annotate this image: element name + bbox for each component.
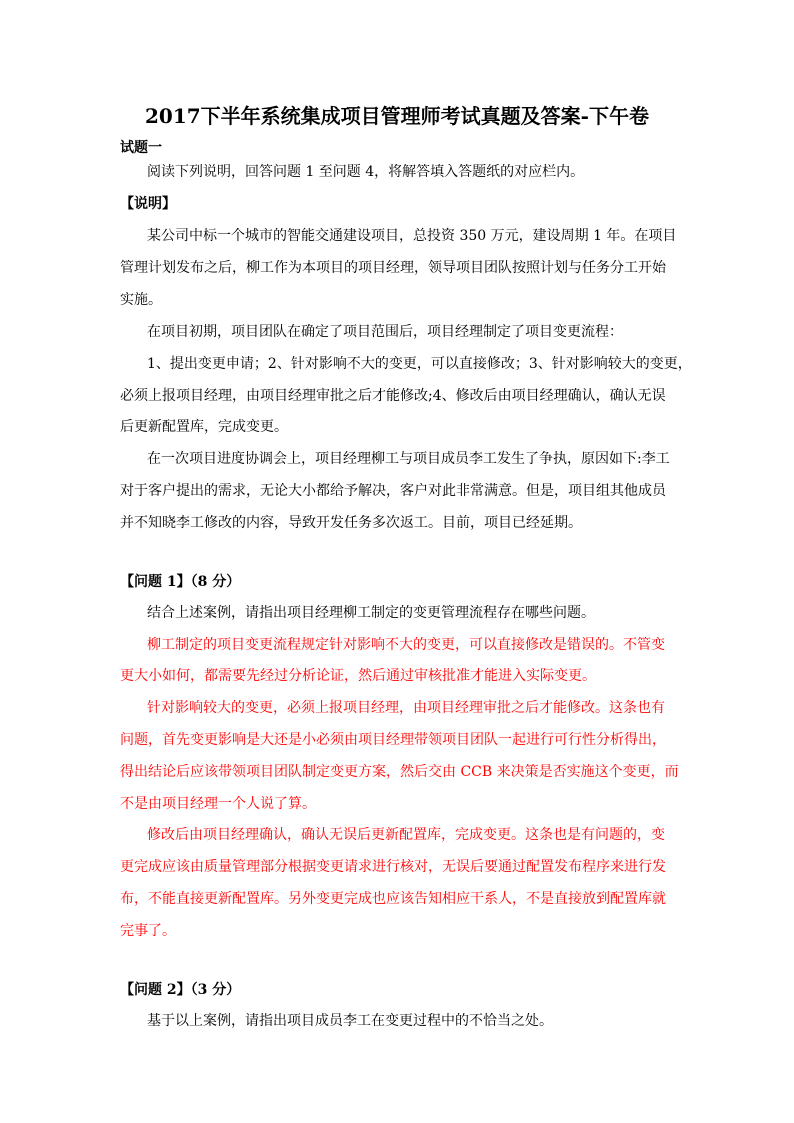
intro-text: 阅读下列说明，回答问题 1 至问题 4，将解答填入答题纸的对应栏内。 [147, 164, 585, 180]
question-2-text: 基于以上案例，请指出项目成员李工在变更过程中的不恰当之处。 [147, 1013, 553, 1029]
answer-1-line: 修改后由项目经理确认，确认无误后更新配置库，完成变更。这条也是有问题的，变 [147, 827, 665, 843]
question-1-score: （8 分） [190, 574, 241, 590]
explain-line: 管理计划发布之后，柳工作为本项目的项目经理，领导项目团队按照计划与任务分工开始 [120, 260, 666, 276]
explain-line: 实施。 [120, 292, 162, 308]
document-title: 2017下半年系统集成项目管理师考试真题及答案-下午卷 [145, 104, 649, 128]
answer-1-line: 问题，首先变更影响是大还是小必须由项目经理带领项目团队一起进行可行性分析得出， [120, 732, 666, 748]
explain-line: 某公司中标一个城市的智能交通建设项目，总投资 350 万元，建设周期 1 年。在项目 [147, 228, 677, 244]
question-2-label: 【问题 2】 [120, 982, 191, 998]
explain-line: 1、提出变更申请；2、针对影响不大的变更，可以直接修改；3、针对影响较大的变更， [147, 356, 692, 372]
question-2-heading [120, 980, 680, 1000]
question-1-text: 结合上述案例，请指出项目经理柳工制定的变更管理流程存在哪些问题。 [147, 605, 595, 621]
explain-line: 必须上报项目经理，由项目经理审批之后才能修改;4、修改后由项目经理确认，确认无误 [120, 388, 666, 404]
explain-line: 在一次项目进度协调会上，项目经理柳工与项目成员李工发生了争执，原因如下:李工 [147, 451, 670, 467]
question-1-heading [120, 572, 680, 592]
answer-1-line: 不是由项目经理一个人说了算。 [120, 796, 316, 812]
explain-heading: 【说明】 [120, 196, 176, 212]
answer-1-line: 更大小如何，都需要先经过分析论证，然后通过审核批准才能进入实际变更。 [120, 668, 596, 684]
explain-line: 对于客户提出的需求，无论大小都给予解决，客户对此非常满意。但是，项目组其他成员 [120, 483, 666, 499]
explain-line: 并不知晓李工修改的内容，导致开发任务多次返工。目前，项目已经延期。 [120, 515, 582, 531]
explain-line: 在项目初期，项目团队在确定了项目范围后，项目经理制定了项目变更流程： [147, 324, 623, 340]
section-label: 试题一 [120, 140, 162, 156]
answer-1-line: 完事了。 [120, 923, 176, 939]
answer-1-line: 布，不能直接更新配置库。另外变更完成也应该告知相应干系人，不是直接放到配置库就 [120, 891, 666, 907]
answer-1-line: 柳工制定的项目变更流程规定针对影响不大的变更，可以直接修改是错误的。不管变 [147, 637, 665, 653]
explain-line: 后更新配置库，完成变更。 [120, 419, 288, 435]
answer-1-line: 更完成应该由质量管理部分根据变更请求进行核对，无误后要通过配置发布程序来进行发 [120, 859, 666, 875]
answer-1-line: 得出结论后应该带领项目团队制定变更方案，然后交由 CCB 来决策是否实施这个变更，而 [120, 764, 679, 780]
question-1-label: 【问题 1】 [120, 574, 191, 590]
question-2-score: （3 分） [190, 982, 241, 998]
answer-1-line: 针对影响较大的变更，必须上报项目经理，由项目经理审批之后才能修改。这条也有 [147, 700, 665, 716]
